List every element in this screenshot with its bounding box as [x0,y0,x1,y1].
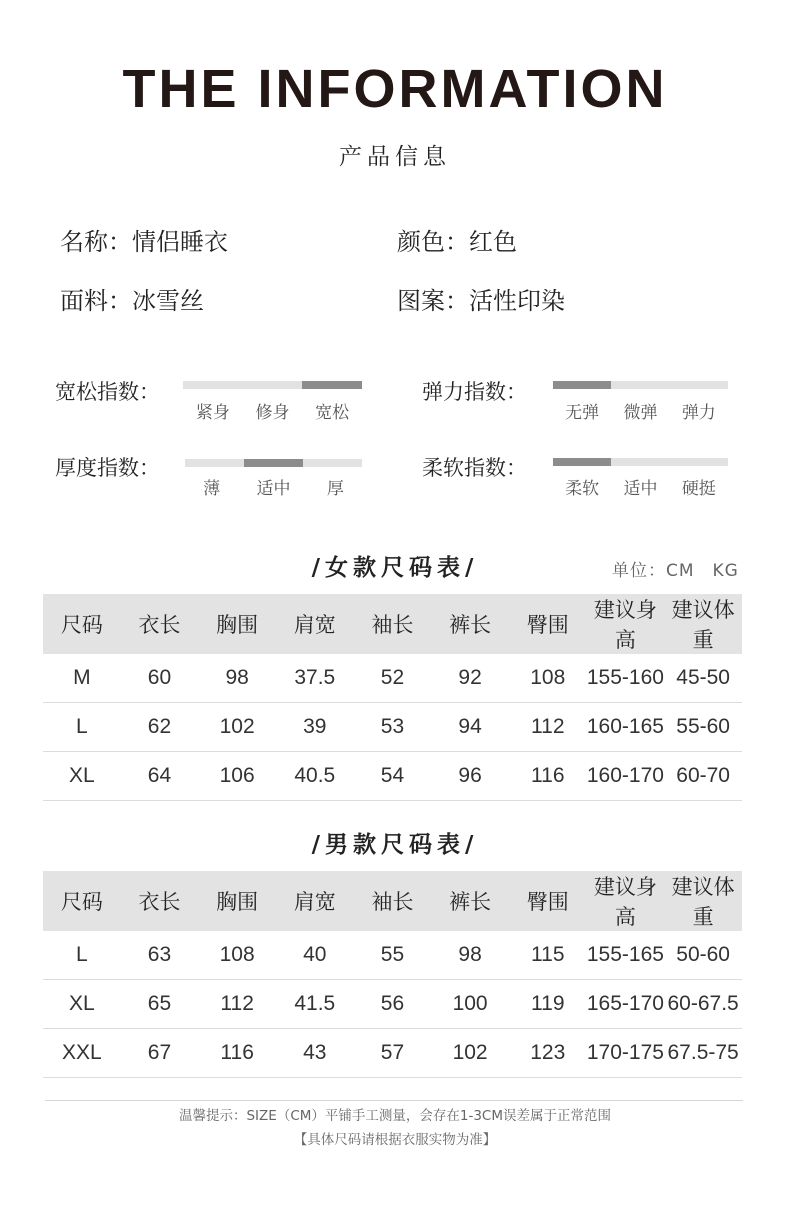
softness-option: 柔软 [565,479,600,499]
thickness-option: 薄 [203,479,221,499]
elasticity-option: 弹力 [681,403,716,423]
page-subtitle: 产品信息 [339,144,451,170]
table-cell: 98 [198,654,276,703]
looseness-option: 紧身 [195,403,230,423]
table-cell: 112 [198,980,276,1029]
table-cell: 52 [354,654,432,703]
table-cell: 94 [431,703,509,752]
divider [45,1100,743,1101]
page-title: THE INFORMATION [122,59,668,119]
column-header: 胸围 [198,871,276,931]
table-row [43,654,742,703]
table-cell: 50-60 [664,931,742,980]
table-row [43,752,742,801]
table-row [43,931,742,980]
table-header-row [43,871,742,931]
table-cell: 92 [431,654,509,703]
table-cell: 60 [121,654,199,703]
product-name: 名称：情侣睡衣 [60,228,228,256]
thickness-index-bar [185,459,362,467]
men-size-table [43,871,742,1078]
table-row [43,1029,742,1078]
softness-option: 硬挺 [681,479,716,499]
elasticity-index-level [553,381,611,389]
table-cell: 60-67.5 [664,980,742,1029]
product-color: 颜色：红色 [397,228,517,256]
column-header: 肩宽 [276,871,354,931]
table-cell: XL [43,752,121,801]
table-cell: 62 [121,703,199,752]
looseness-index-label: 宽松指数： [55,380,160,404]
column-header: 裤长 [431,594,509,654]
table-row [43,703,742,752]
table-cell: 155-165 [587,931,665,980]
table-cell: XXL [43,1029,121,1078]
column-header: 衣长 [121,594,199,654]
elasticity-index-label: 弹力指数： [422,380,527,404]
table-cell: 102 [198,703,276,752]
size-reference-note: 【具体尺码请根据衣服实物为准】 [293,1132,497,1148]
table-cell: 160-165 [587,703,665,752]
table-cell: 43 [276,1029,354,1078]
thickness-option: 适中 [256,479,291,499]
table-header-row [43,594,742,654]
table-cell: 57 [354,1029,432,1078]
table-cell: 54 [354,752,432,801]
table-cell: 60-70 [664,752,742,801]
table-cell: 39 [276,703,354,752]
thickness-index-label: 厚度指数： [55,456,160,480]
table-cell: 55 [354,931,432,980]
table-cell: 56 [354,980,432,1029]
unit-label: 单位：CM KG [612,561,739,581]
table-cell: 116 [198,1029,276,1078]
column-header: 建议身高 [587,594,665,654]
column-header: 建议体重 [664,871,742,931]
column-header: 尺码 [43,871,121,931]
table-cell: 112 [509,703,587,752]
table-cell: L [43,931,121,980]
column-header: 建议体重 [664,594,742,654]
looseness-index-options [183,398,362,423]
softness-index-level [553,458,611,466]
table-cell: 106 [198,752,276,801]
women-size-table-title: /女款尺码表/ [311,555,479,581]
table-cell: 37.5 [276,654,354,703]
elasticity-index-options [553,398,728,423]
softness-option: 适中 [623,479,658,499]
table-cell: 53 [354,703,432,752]
looseness-index-level [302,381,362,389]
column-header: 袖长 [354,594,432,654]
men-size-table-title: /男款尺码表/ [311,832,479,858]
table-cell: 55-60 [664,703,742,752]
table-cell: 165-170 [587,980,665,1029]
table-cell: 108 [198,931,276,980]
table-cell: 116 [509,752,587,801]
thickness-index-level [244,459,303,467]
table-row [43,980,742,1029]
women-size-table [43,594,742,801]
softness-index-options [553,474,728,499]
table-cell: 170-175 [587,1029,665,1078]
column-header: 袖长 [354,871,432,931]
softness-index-bar [553,458,728,466]
table-cell: 100 [431,980,509,1029]
table-cell: 98 [431,931,509,980]
table-cell: 41.5 [276,980,354,1029]
table-cell: 119 [509,980,587,1029]
table-cell: XL [43,980,121,1029]
elasticity-option: 无弹 [565,403,600,423]
table-cell: 65 [121,980,199,1029]
table-cell: 63 [121,931,199,980]
softness-index-label: 柔软指数： [422,456,527,480]
thickness-option: 厚 [326,479,344,499]
table-cell: 40.5 [276,752,354,801]
table-cell: 160-170 [587,752,665,801]
column-header: 臀围 [509,594,587,654]
thickness-index-options [185,474,362,499]
table-cell: 102 [431,1029,509,1078]
table-cell: 45-50 [664,654,742,703]
product-fabric: 面料：冰雪丝 [60,287,204,315]
table-cell: 96 [431,752,509,801]
elasticity-index-bar [553,381,728,389]
column-header: 臀围 [509,871,587,931]
table-cell: 123 [509,1029,587,1078]
elasticity-option: 微弹 [623,403,658,423]
table-cell: 40 [276,931,354,980]
measurement-note: 温馨提示：SIZE（CM）平铺手工测量，会存在1-3CM误差属于正常范围 [178,1108,612,1124]
product-pattern: 图案：活性印染 [397,287,565,315]
looseness-option: 修身 [255,403,290,423]
table-cell: 67.5-75 [664,1029,742,1078]
table-cell: M [43,654,121,703]
looseness-option: 宽松 [315,403,350,423]
column-header: 胸围 [198,594,276,654]
column-header: 衣长 [121,871,199,931]
table-cell: 115 [509,931,587,980]
table-cell: 64 [121,752,199,801]
table-cell: L [43,703,121,752]
table-cell: 67 [121,1029,199,1078]
column-header: 肩宽 [276,594,354,654]
looseness-index-bar [183,381,362,389]
table-cell: 155-160 [587,654,665,703]
column-header: 建议身高 [587,871,665,931]
column-header: 尺码 [43,594,121,654]
column-header: 裤长 [431,871,509,931]
table-cell: 108 [509,654,587,703]
